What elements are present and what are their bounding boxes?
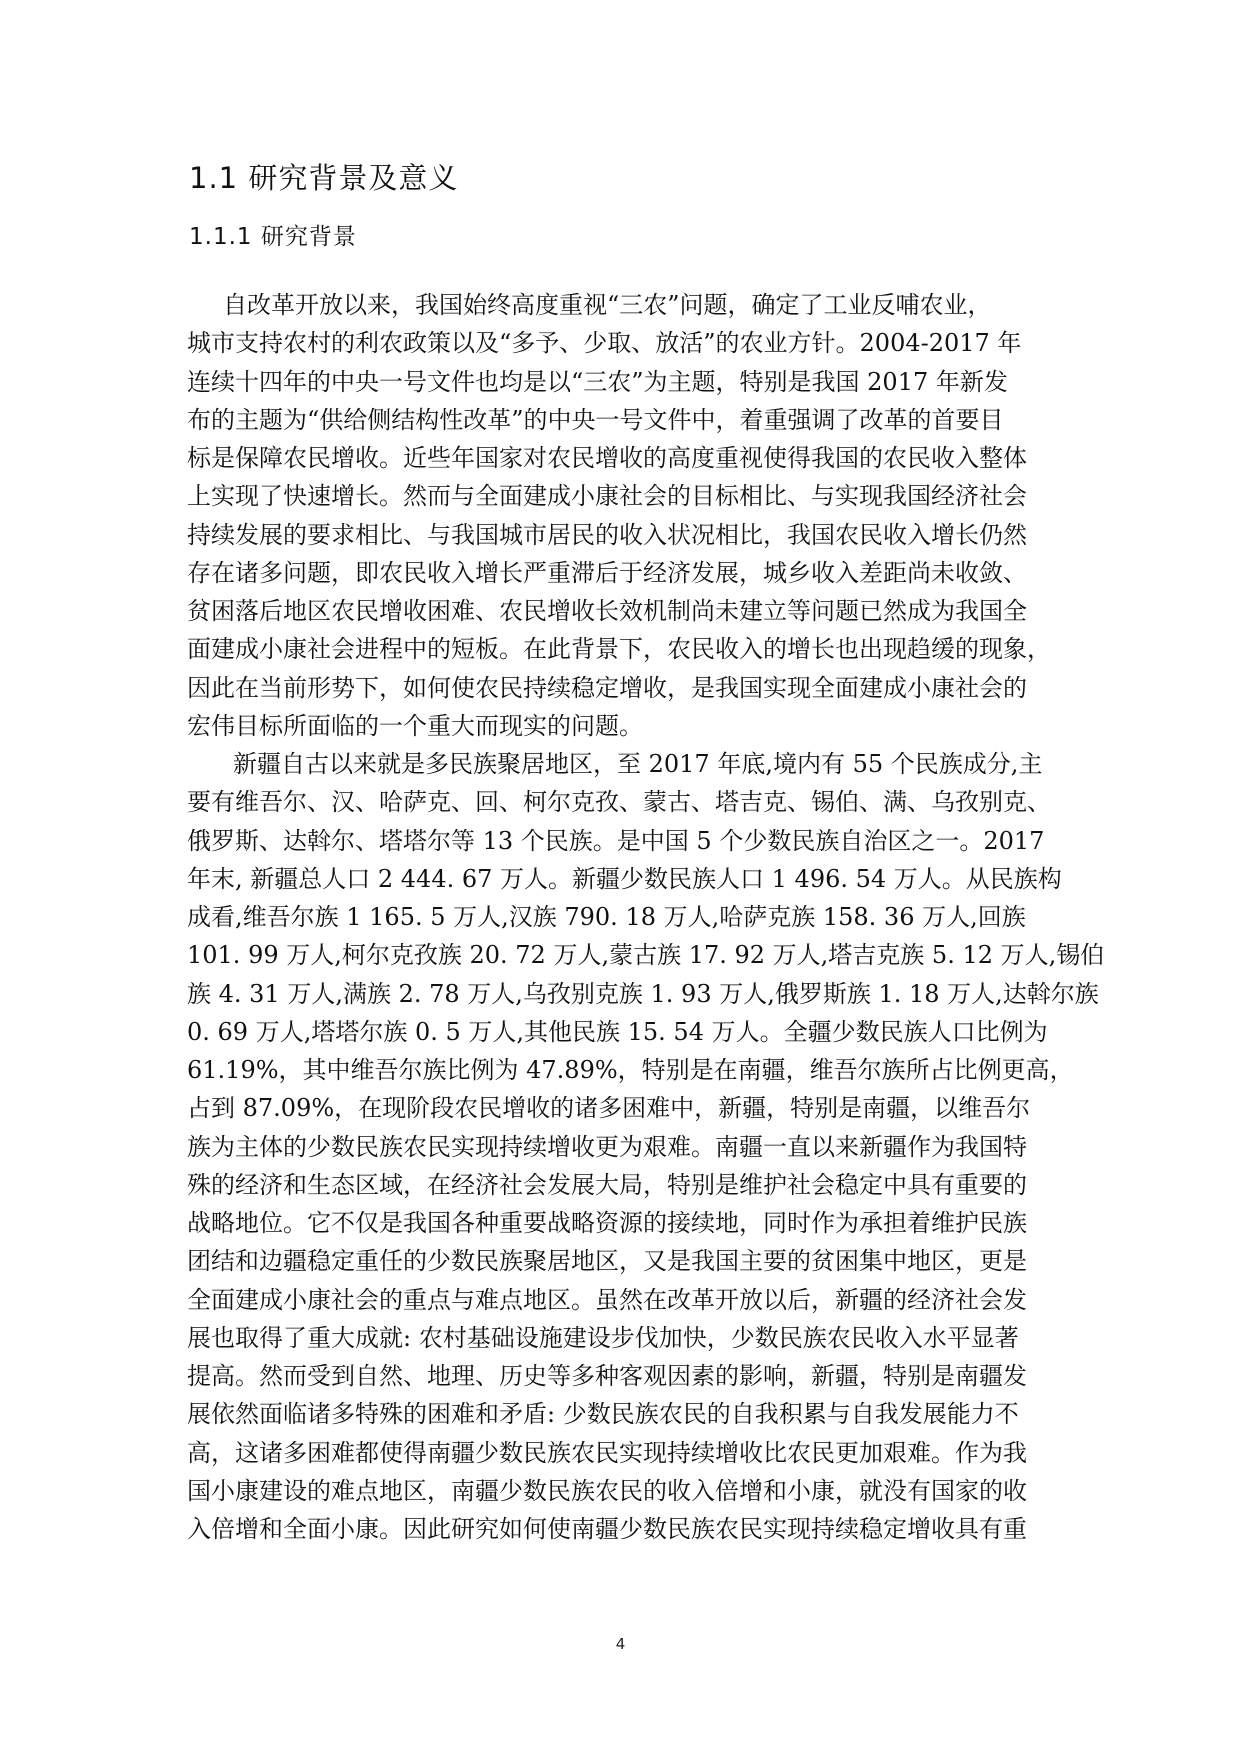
text-line: 族 4. 31 万人,满族 2. 78 万人,乌孜别克族 1. 93 万人,俄罗斯族 1. 18 万人,达斡尔族 bbox=[187, 979, 1099, 1008]
body-text bbox=[187, 286, 1105, 1548]
text-line: 宏伟目标所面临的一个重大而现实的问题。 bbox=[187, 711, 643, 740]
text-line: 存在诸多问题，即农民收入增长严重滞后于经济发展，城乡收入差距尚未收敛、 bbox=[187, 558, 1027, 587]
paragraph-2 bbox=[187, 745, 1105, 1548]
text-line: 101. 99 万人,柯尔克孜族 20. 72 万人,蒙古族 17. 92 万人,塔吉克族 5. 12 万人,锡伯 bbox=[187, 941, 1105, 970]
text-line: 上实现了快速增长。然而与全面建成小康社会的目标相比、与实现我国经济社会 bbox=[187, 482, 1027, 511]
text-line: 贫困落后地区农民增收困难、农民增收长效机制尚未建立等问题已然成为我国全 bbox=[187, 597, 1027, 625]
text-line: 俄罗斯、达斡尔、塔塔尔等 13 个民族。是中国 5 个少数民族自治区之一。2017 bbox=[187, 826, 1045, 855]
text-line: 标是保障农民增收。近些年国家对农民增收的高度重视使得我国的农民收入整体 bbox=[187, 444, 1027, 472]
page-number: 4 bbox=[615, 1635, 626, 1653]
text-line: 新疆自古以来就是多民族聚居地区，至 2017 年底,境内有 55 个民族成分,主 bbox=[233, 750, 1043, 778]
text-line: 战略地位。它不仅是我国各种重要战略资源的接续地，同时作为承担着维护民族 bbox=[187, 1209, 1027, 1237]
text-line: 展依然面临诸多特殊的困难和矛盾: 少数民族农民的自我积累与自我发展能力不 bbox=[187, 1400, 1019, 1429]
text-line: 61.19%，其中维吾尔族比例为 47.89%，特别是在南疆，维吾尔族所占比例更高， bbox=[187, 1056, 1074, 1084]
text-line: 殊的经济和生态区域，在经济社会发展大局，特别是维护社会稳定中具有重要的 bbox=[187, 1170, 1027, 1199]
subsection-title: 1.1.1 研究背景 bbox=[189, 224, 357, 250]
text-line: 入倍增和全面小康。因此研究如何使南疆少数民族农民实现持续稳定增收具有重 bbox=[187, 1515, 1027, 1543]
text-line: 城市支持农村的利农政策以及“多予、少取、放活”的农业方针。2004-2017 年 bbox=[187, 329, 1022, 358]
text-line: 成看,维吾尔族 1 165. 5 万人,汉族 790. 18 万人,哈萨克族 158. 36 万人,回族 bbox=[187, 903, 1026, 931]
text-line: 持续发展的要求相比、与我国城市居民的收入状况相比，我国农民收入增长仍然 bbox=[187, 520, 1027, 549]
text-line: 要有维吾尔、汉、哈萨克、回、柯尔克孜、蒙古、塔吉克、锡伯、满、乌孜别克、 bbox=[187, 788, 1051, 817]
text-line: 提高。然而受到自然、地理、历史等多种客观因素的影响，新疆，特别是南疆发 bbox=[187, 1362, 1027, 1390]
paragraph-1 bbox=[187, 286, 1051, 745]
text-line: 团结和边疆稳定重任的少数民族聚居地区，又是我国主要的贫困集中地区，更是 bbox=[187, 1247, 1027, 1276]
text-line: 0. 69 万人,塔塔尔族 0. 5 万人,其他民族 15. 54 万人。全疆少数民族人口比例为 bbox=[187, 1017, 1048, 1046]
text-line: 展也取得了重大成就: 农村基础设施建设步伐加快，少数民族农民收入水平显著 bbox=[187, 1323, 1019, 1352]
text-line: 年末, 新疆总人口 2 444. 67 万人。新疆少数民族人口 1 496. 54 万人。从民族构 bbox=[187, 864, 1062, 893]
text-line: 全面建成小康社会的重点与难点地区。虽然在改革开放以后，新疆的经济社会发 bbox=[187, 1285, 1027, 1314]
text-line: 因此在当前形势下，如何使农民持续稳定增收，是我国实现全面建成小康社会的 bbox=[187, 673, 1027, 702]
text-line: 占到 87.09%，在现阶段农民增收的诸多困难中，新疆，特别是南疆，以维吾尔 bbox=[187, 1094, 1031, 1123]
text-line: 布的主题为“供给侧结构性改革”的中央一号文件中，着重强调了改革的首要目 bbox=[187, 405, 1004, 434]
text-line: 族为主体的少数民族农民实现持续增收更为艰难。南疆一直以来新疆作为我国特 bbox=[187, 1132, 1027, 1161]
text-line: 自改革开放以来，我国始终高度重视“三农”问题，确定了工业反哺农业， bbox=[223, 291, 992, 319]
text-line: 面建成小康社会进程中的短板。在此背景下，农民收入的增长也出现趋缓的现象， bbox=[187, 635, 1051, 664]
text-line: 连续十四年的中央一号文件也均是以“三农”为主题，特别是我国 2017 年新发 bbox=[187, 367, 1008, 396]
section-title: 1.1 研究背景及意义 bbox=[189, 161, 459, 195]
text-line: 高，这诸多困难都使得南疆少数民族农民实现持续增收比农民更加艰难。作为我 bbox=[187, 1438, 1027, 1467]
text-line: 国小康建设的难点地区，南疆少数民族农民的收入倍增和小康，就没有国家的收 bbox=[187, 1476, 1027, 1505]
